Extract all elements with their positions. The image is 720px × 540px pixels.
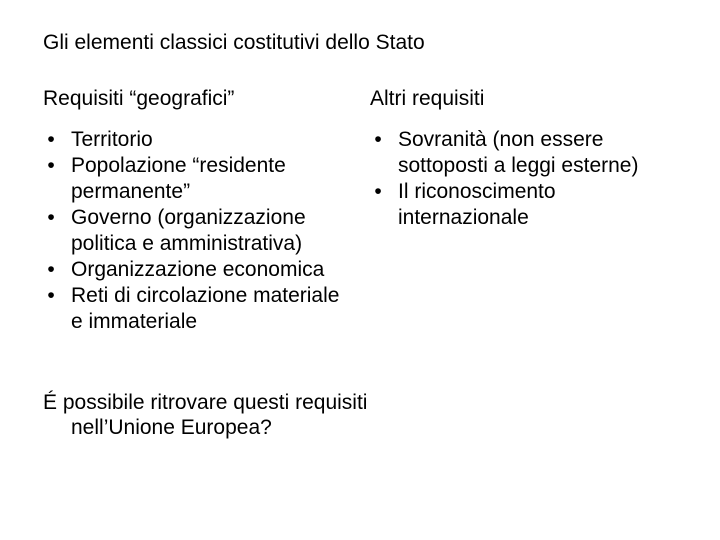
list-item bbox=[370, 179, 690, 231]
bullet-icon: • bbox=[374, 180, 382, 203]
other-requirements-list bbox=[370, 127, 690, 231]
list-item-text: Governo (organizzazione politica e amministrativa) bbox=[71, 206, 306, 255]
closing-question: É possibile ritrovare questi requisiti nell’Unione Europea? bbox=[43, 391, 368, 439]
list-item-text: Reti di circolazione materiale e immateriale bbox=[71, 284, 340, 333]
bullet-icon: • bbox=[47, 206, 55, 229]
list-item bbox=[43, 153, 353, 205]
bullet-icon: • bbox=[47, 154, 55, 177]
slide-title: Gli elementi classici costitutivi dello Stato bbox=[43, 31, 425, 54]
geographic-requirements-heading: Requisiti “geografici” bbox=[43, 87, 235, 110]
list-item bbox=[43, 205, 353, 257]
bullet-icon: • bbox=[47, 128, 55, 151]
list-item bbox=[43, 127, 353, 153]
bullet-icon: • bbox=[47, 284, 55, 307]
bullet-icon: • bbox=[47, 258, 55, 281]
geographic-requirements-list bbox=[43, 127, 353, 335]
bullet-icon: • bbox=[374, 128, 382, 151]
list-item-text: Sovranità (non essere sottoposti a leggi esterne) bbox=[398, 128, 639, 177]
list-item-text: Organizzazione economica bbox=[71, 258, 325, 281]
other-requirements-heading: Altri requisiti bbox=[370, 87, 485, 110]
list-item-text: Il riconoscimento internazionale bbox=[398, 180, 556, 229]
list-item-text: Popolazione “residente permanente” bbox=[71, 154, 286, 203]
list-item bbox=[370, 127, 690, 179]
list-item bbox=[43, 283, 353, 335]
list-item-text: Territorio bbox=[71, 128, 153, 151]
list-item bbox=[43, 257, 353, 283]
